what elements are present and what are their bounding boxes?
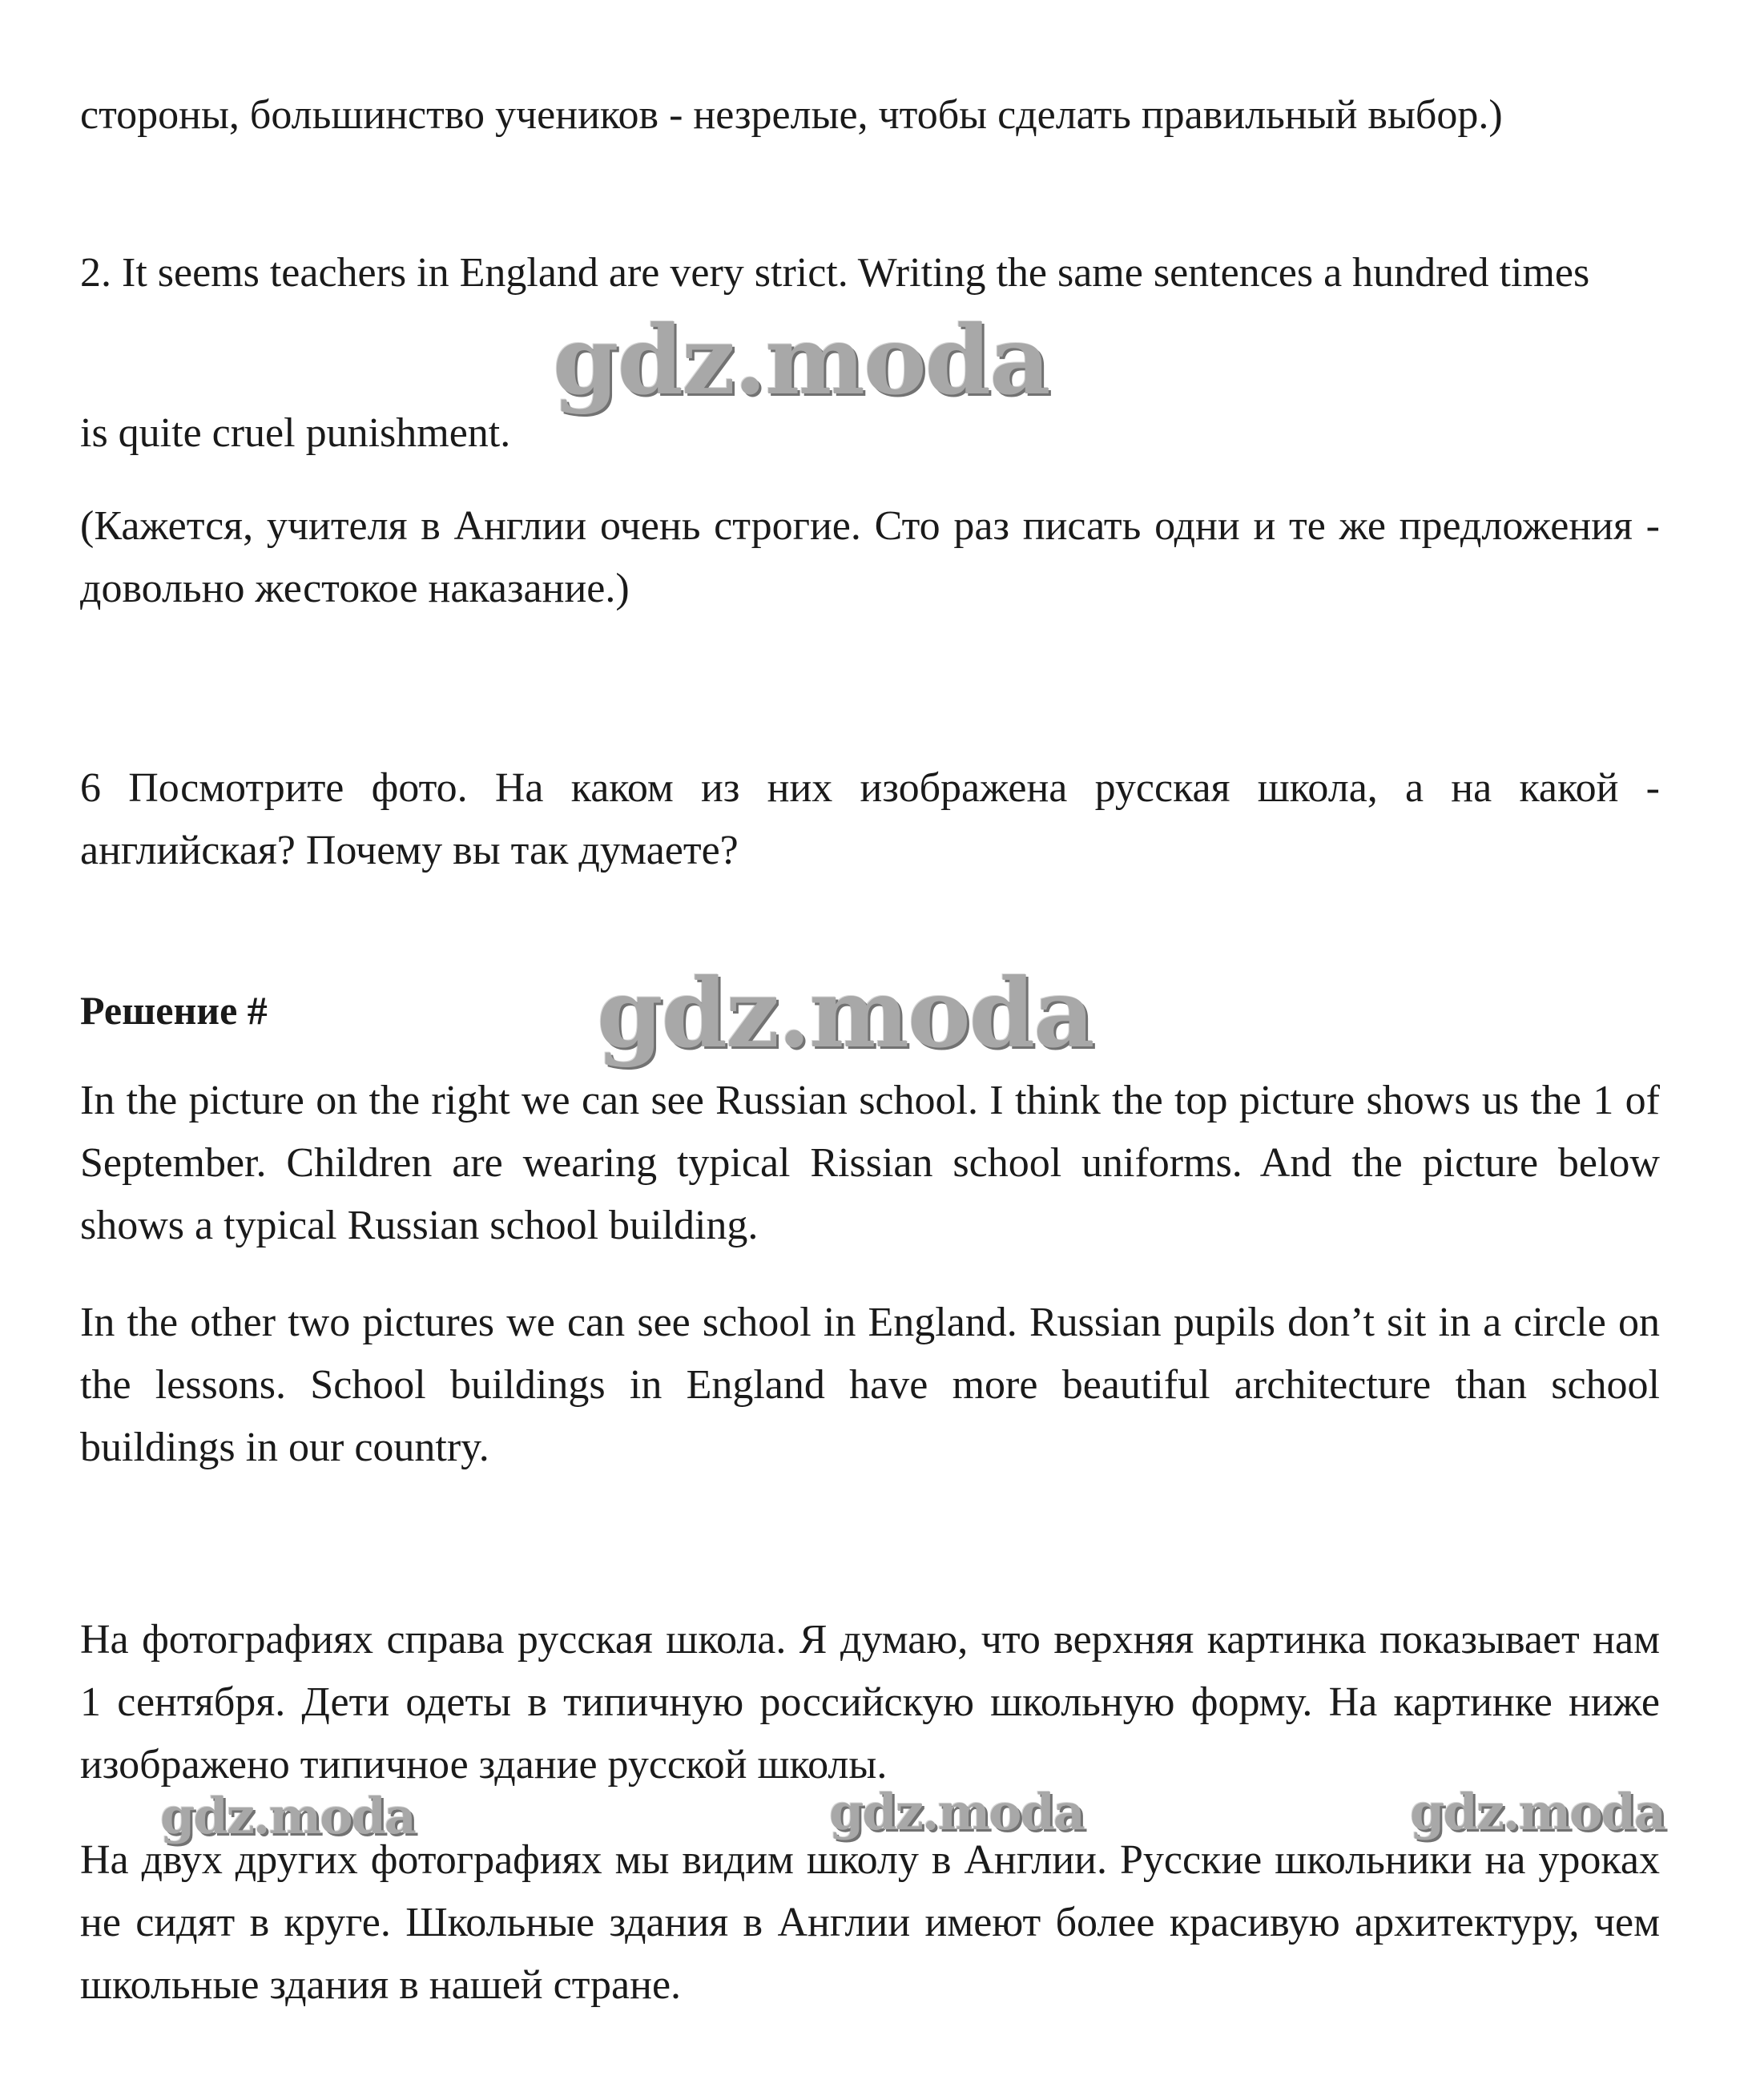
watermark-logo: gdz.moda (829, 1783, 1084, 1841)
answer-russian-paragraph-2: На двух других фотографиях мы видим школу в Англии. Русские школьники на уроках не сидят в круге. Школьные здания в Англии имеют более красивую архитектуру, чем школьные здания в нашей стране. (80, 1837, 1660, 2008)
paragraph-teachers-translation: (Кажется, учителя в Англии очень строгие. Сто раз писать одни и те же предложения - довольно жестокое наказание.) (80, 503, 1660, 611)
watermark-logo: gdz.moda (160, 1787, 415, 1845)
watermark-logo: gdz.moda (553, 304, 1049, 416)
watermark-logo: gdz.moda (597, 957, 1093, 1069)
paragraph-cruel-punishment: is quite cruel punishment. (80, 410, 511, 456)
paragraph-teachers-strict: 2. It seems teachers in England are very strict. Writing the same sentences a hundred times (80, 250, 1590, 296)
solution-heading: Решение # (80, 988, 268, 1033)
answer-russian-paragraph-1: На фотографиях справа русская школа. Я думаю, что верхняя картинка показывает нам 1 сентября. Дети одеты в типичную российскую школьную форму. На картинке ниже изображено типичное здание русской школы. (80, 1617, 1660, 1788)
task-6-prompt: 6 Посмотрите фото. На каком из них изображена русская школа, а на какой - английская? Почему вы так думаете? (80, 765, 1660, 873)
answer-english-paragraph-1: In the picture on the right we can see Russian school. I think the top picture shows us the 1 of September. Children are wearing typical Rissian school uniforms. And the picture below shows a typical Russian school building. (80, 1078, 1660, 1248)
paragraph-choice-translation: стороны, большинство учеников - незрелые, чтобы сделать правильный выбор.) (80, 92, 1503, 138)
answer-english-paragraph-2: In the other two pictures we can see school in England. Russian pupils don’t sit in a circle on the lessons. School buildings in England have more beautiful architecture than school buildings in our country. (80, 1300, 1660, 1470)
watermark-logo: gdz.moda (1410, 1783, 1665, 1841)
